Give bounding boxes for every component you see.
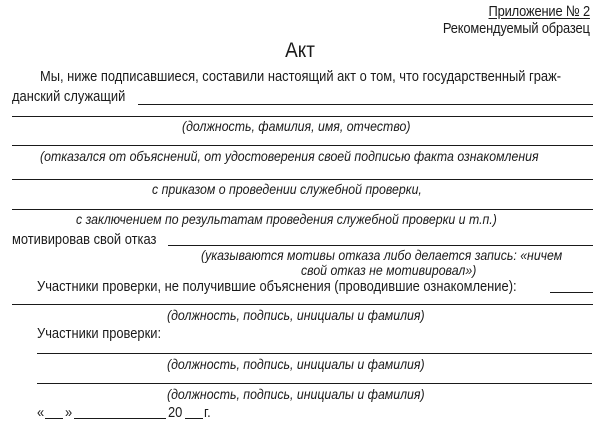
fill-line-month bbox=[74, 418, 166, 419]
intro-line-2: данский служащий bbox=[12, 88, 126, 105]
not-received-label: Участники проверки, не получившие объяснения (проводившие ознакомление): bbox=[37, 278, 517, 295]
appendix-label: Приложение № 2 bbox=[488, 3, 590, 20]
hint-conclusion: с заключением по результатам проведения служебной проверки и т.п.) bbox=[76, 211, 497, 227]
hint-order: с приказом о проведении служебной проверки, bbox=[152, 181, 422, 197]
hint-motives-1: (указываются мотивы отказа либо делается запись: «ничем bbox=[201, 247, 563, 263]
fill-line-day bbox=[45, 418, 63, 419]
fill-line-conclusion bbox=[12, 209, 593, 210]
fill-line-motives bbox=[168, 245, 593, 246]
participants-label: Участники проверки: bbox=[37, 325, 162, 342]
hint-refused: (отказался от объяснений, от удостоверения своей подписью факта ознакомления bbox=[40, 148, 539, 164]
hint-participant-3: (должность, подпись, инициалы и фамилия) bbox=[167, 386, 425, 402]
intro-line-1: Мы, ниже подписавшиеся, составили настоящий акт о том, что государственный граж- bbox=[40, 68, 562, 85]
fill-line-participant-3 bbox=[37, 383, 592, 384]
fill-line-order bbox=[12, 179, 593, 180]
date-open-quote: « bbox=[37, 404, 45, 421]
hint-participant-2: (должность, подпись, инициалы и фамилия) bbox=[167, 356, 425, 372]
motivating-label: мотивировав свой отказ bbox=[12, 231, 157, 248]
fill-line-participant-2 bbox=[37, 353, 592, 354]
fill-line-employee bbox=[138, 104, 593, 105]
date-year-suffix: г. bbox=[204, 404, 211, 421]
fill-line-not-received-inline bbox=[550, 292, 593, 293]
fill-line-employee-2 bbox=[12, 116, 593, 117]
date-close-quote: » bbox=[65, 404, 73, 421]
date-year-prefix: 20 bbox=[168, 404, 183, 421]
hint-participant-1: (должность, подпись, инициалы и фамилия) bbox=[167, 307, 425, 323]
fill-line-not-received bbox=[12, 304, 593, 305]
document-title: Акт bbox=[285, 39, 315, 62]
fill-line-year bbox=[185, 418, 203, 419]
hint-position-name: (должность, фамилия, имя, отчество) bbox=[182, 118, 411, 134]
fill-line-refused bbox=[12, 145, 593, 146]
recommended-sample-label: Рекомендуемый образец bbox=[443, 20, 590, 37]
hint-motives-2: свой отказ не мотивировал») bbox=[301, 262, 477, 278]
